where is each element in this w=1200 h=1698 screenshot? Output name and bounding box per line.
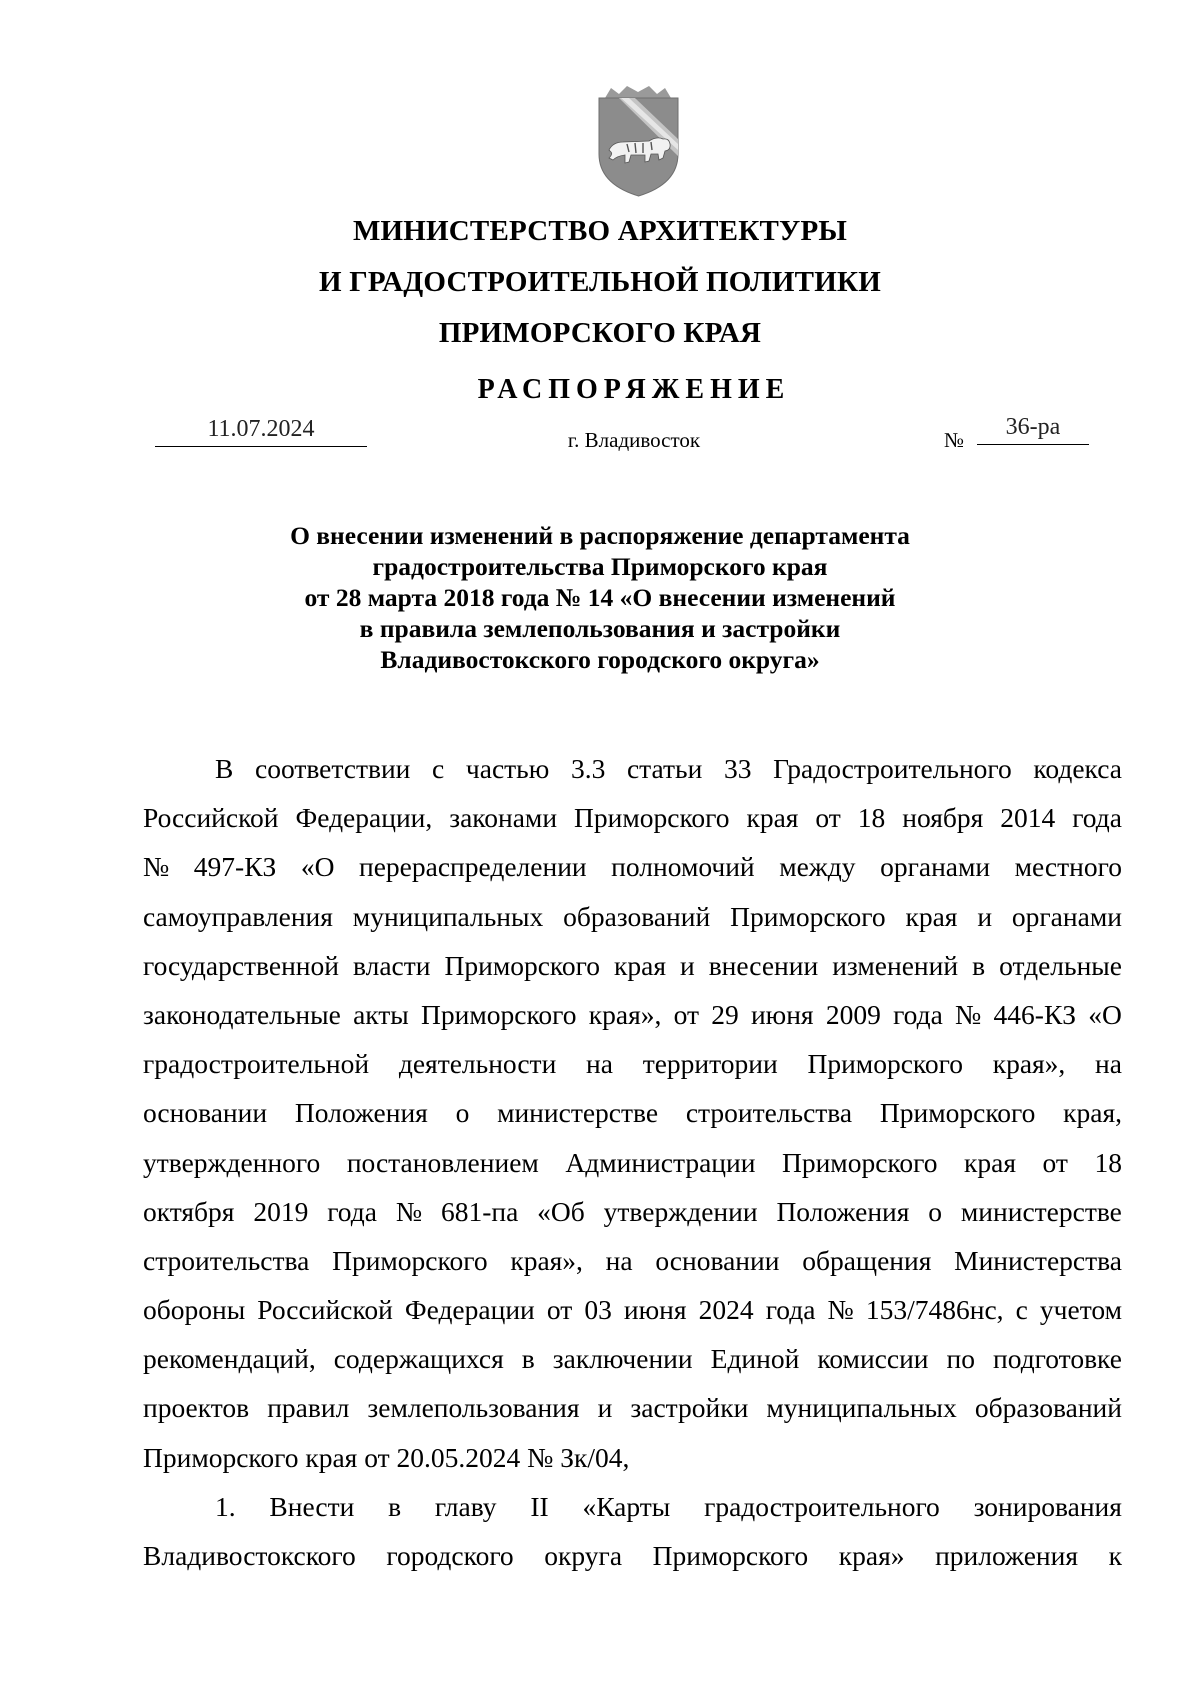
- body-word: Приморского: [652, 1540, 809, 1571]
- body-line: [143, 1138, 1122, 1187]
- body-word: 2024: [698, 1294, 754, 1326]
- body-word: октября: [143, 1195, 235, 1227]
- body-word: муниципальных: [766, 1392, 957, 1424]
- body-word: местного: [1014, 851, 1122, 883]
- body-word: городского: [386, 1540, 514, 1571]
- body-word: строительства: [685, 1097, 853, 1129]
- body-word: перераспределении: [359, 851, 587, 883]
- body-word: II: [530, 1490, 549, 1522]
- body-line: [143, 1383, 1122, 1432]
- body-word: «Карты: [582, 1490, 671, 1522]
- body-word: муниципальных: [352, 900, 544, 932]
- body-line: [143, 1088, 1122, 1137]
- body-word: министерстве: [497, 1097, 659, 1129]
- body-word: власти: [353, 949, 431, 981]
- body-line: [143, 990, 1122, 1039]
- body-word: с: [432, 753, 445, 784]
- body-line: [143, 1039, 1122, 1088]
- document-subject: [0, 520, 1200, 675]
- body-word: на: [1095, 1048, 1122, 1080]
- body-word: 2009: [825, 998, 881, 1030]
- body-word: внесении: [708, 949, 819, 981]
- body-word: образований: [974, 1392, 1122, 1424]
- ministry-line-3: ПРИМОРСКОГО КРАЯ: [438, 317, 762, 349]
- body-word: основании: [143, 1097, 268, 1129]
- body-word: образований: [563, 900, 711, 932]
- body-word: градостроительного: [704, 1490, 940, 1522]
- body-word: Приморского: [332, 1244, 488, 1276]
- body-word: «Об: [537, 1195, 585, 1227]
- body-word: округа: [544, 1540, 623, 1571]
- body-line: [143, 842, 1122, 891]
- body-word: по: [946, 1343, 975, 1375]
- body-word: ноября: [902, 802, 984, 834]
- body-word: края,: [1063, 1097, 1122, 1129]
- body-word: Приморского: [421, 998, 577, 1030]
- body-word: июня: [750, 998, 814, 1030]
- body-word: №: [827, 1294, 854, 1326]
- document-number: 36-ра: [977, 412, 1089, 445]
- body-line: [143, 1236, 1122, 1285]
- body-word: 2019: [253, 1195, 309, 1227]
- body-word: края: [905, 900, 958, 932]
- body-word: края: [746, 802, 799, 834]
- body-word: Приморского: [879, 1097, 1036, 1129]
- body-word: 18: [857, 802, 886, 834]
- body-word: проектов: [143, 1392, 250, 1424]
- body-word: обращения: [802, 1244, 932, 1276]
- body-word: Градостроительного: [773, 753, 1012, 784]
- body-word: Федерации,: [295, 802, 433, 834]
- body-word: полномочий: [611, 851, 755, 883]
- body-word: зонирования: [973, 1490, 1122, 1522]
- body-word: Приморского: [574, 802, 730, 834]
- body-word: акты: [353, 998, 409, 1030]
- primorsky-coat-of-arms-icon: [591, 84, 686, 198]
- body-word: «О: [1088, 998, 1122, 1030]
- body-word: Министерства: [954, 1244, 1122, 1276]
- ministry-heading: [0, 206, 1200, 359]
- body-word: года: [1072, 802, 1122, 834]
- body-word: от: [1042, 1146, 1068, 1178]
- body-line: [143, 744, 1122, 793]
- body-word: государственной: [143, 949, 339, 981]
- body-word: года: [327, 1195, 377, 1227]
- body-word: частью: [465, 753, 550, 784]
- body-line: [143, 1531, 1122, 1580]
- body-word: комиссии: [817, 1343, 929, 1375]
- body-word: В: [215, 753, 234, 784]
- subject-line: Владивостокского городского округа»: [380, 645, 820, 674]
- body-word: содержащихся: [333, 1343, 504, 1375]
- body-word: №: [395, 1195, 423, 1227]
- body-word: законодательные: [143, 998, 341, 1030]
- body-word: на: [605, 1244, 633, 1276]
- body-word: 497-КЗ: [193, 851, 277, 883]
- body-word: 33: [723, 753, 752, 784]
- body-word: рекомендаций,: [143, 1343, 316, 1375]
- subject-line: О внесении изменений в распоряжение департамента: [290, 521, 910, 550]
- ministry-line-2: И ГРАДОСТРОИТЕЛЬНОЙ ПОЛИТИКИ: [319, 266, 881, 298]
- body-line: [143, 892, 1122, 941]
- body-word: органами: [1011, 900, 1122, 932]
- body-word: органами: [880, 851, 991, 883]
- subject-line: в правила землепользования и застройки: [359, 614, 841, 643]
- body-line: [143, 793, 1122, 842]
- body-word: 153/7486нс,: [865, 1294, 1004, 1326]
- body-word: между: [779, 851, 856, 883]
- body-word: 03: [584, 1294, 612, 1326]
- body-word: Администрации: [565, 1146, 756, 1178]
- body-word: края»,: [588, 998, 662, 1030]
- body-word: 3.3: [570, 753, 606, 784]
- body-word: №: [955, 998, 982, 1030]
- body-word: №: [143, 851, 170, 883]
- body-word: и: [597, 1392, 613, 1424]
- body-line: [143, 1285, 1122, 1334]
- document-type: РАСПОРЯЖЕНИЕ: [477, 374, 791, 405]
- body-word: от: [673, 998, 699, 1030]
- body-word: законами: [449, 802, 558, 834]
- body-word: утвержденного: [143, 1146, 321, 1178]
- body-word: Российской: [143, 802, 279, 834]
- body-word: в: [521, 1343, 535, 1375]
- body-word: 18: [1094, 1146, 1122, 1178]
- body-word: учетом: [1039, 1294, 1122, 1326]
- body-word: приложения: [935, 1540, 1078, 1571]
- body-line: [143, 1334, 1122, 1383]
- body-word: и: [679, 949, 695, 981]
- document-body: [143, 744, 1122, 1580]
- body-word: Российской: [257, 1294, 393, 1326]
- subject-line: градостроительства Приморского края: [372, 552, 828, 581]
- body-word: статьи: [626, 753, 703, 784]
- body-word: года: [765, 1294, 816, 1326]
- body-word: июня: [623, 1294, 687, 1326]
- body-word: 29: [711, 998, 739, 1030]
- body-word: утверждении: [603, 1195, 758, 1227]
- body-word: изменений: [832, 949, 959, 981]
- body-word: края: [614, 949, 666, 981]
- body-line: Приморского края от 20.05.2024 № Зк/04,: [143, 1441, 630, 1473]
- body-word: «О: [300, 851, 335, 883]
- body-word: заключении: [552, 1343, 693, 1375]
- body-word: 2014: [1000, 802, 1056, 834]
- body-word: края»: [838, 1540, 905, 1571]
- body-word: соответствии: [255, 753, 411, 784]
- body-word: Приморского: [730, 900, 886, 932]
- ministry-line-1: МИНИСТЕРСТВО АРХИТЕКТУРЫ: [352, 215, 848, 247]
- body-word: в: [972, 949, 986, 981]
- body-word: застройки: [630, 1392, 749, 1424]
- body-word: 681-па: [440, 1195, 519, 1227]
- body-word: градостроительной: [143, 1048, 370, 1080]
- body-word: Приморского: [444, 949, 600, 981]
- body-word: о: [455, 1097, 470, 1129]
- body-word: правил: [267, 1392, 350, 1424]
- body-word: края»,: [510, 1244, 583, 1276]
- body-word: в: [388, 1490, 402, 1522]
- body-word: к: [1108, 1540, 1122, 1571]
- body-word: постановлением: [346, 1146, 539, 1178]
- body-word: деятельности: [398, 1048, 557, 1080]
- body-word: Единой: [710, 1343, 800, 1375]
- body-word: Приморского: [781, 1146, 938, 1178]
- body-word: Внести: [269, 1490, 355, 1522]
- body-word: отдельные: [999, 949, 1122, 981]
- body-word: края: [964, 1146, 1016, 1178]
- body-word: обороны: [143, 1294, 246, 1326]
- body-line: [143, 1482, 1122, 1531]
- body-word: Положения: [776, 1195, 910, 1227]
- body-word: и: [977, 900, 993, 932]
- body-word: от: [815, 802, 841, 834]
- body-word: основании: [655, 1244, 780, 1276]
- body-word: о: [928, 1195, 943, 1227]
- document-date: 11.07.2024: [155, 414, 367, 447]
- body-word: самоуправления: [143, 900, 333, 932]
- document-city: г. Владивосток: [567, 428, 701, 452]
- body-word: с: [1015, 1294, 1028, 1326]
- body-word: подготовке: [993, 1343, 1122, 1375]
- body-word: Приморского: [807, 1048, 963, 1080]
- body-word: от: [546, 1294, 573, 1326]
- body-line: [143, 941, 1122, 990]
- body-word: Положения: [294, 1097, 428, 1129]
- body-word: Владивостокского: [143, 1540, 356, 1571]
- body-word: Федерации: [404, 1294, 535, 1326]
- body-word: кодекса: [1033, 753, 1122, 784]
- body-word: края»,: [992, 1048, 1066, 1080]
- body-word: на: [586, 1048, 613, 1080]
- body-word: министерстве: [960, 1195, 1122, 1227]
- body-word: строительства: [143, 1244, 310, 1276]
- body-word: года: [893, 998, 943, 1030]
- body-word: 446-КЗ: [993, 998, 1077, 1030]
- subject-line: от 28 марта 2018 года № 14 «О внесении изменений: [304, 583, 896, 612]
- body-word: территории: [642, 1048, 778, 1080]
- body-line: [143, 1187, 1122, 1236]
- body-word: 1.: [215, 1490, 236, 1522]
- number-sign: №: [944, 428, 965, 452]
- body-word: главу: [434, 1490, 497, 1522]
- body-word: землепользования: [367, 1392, 580, 1424]
